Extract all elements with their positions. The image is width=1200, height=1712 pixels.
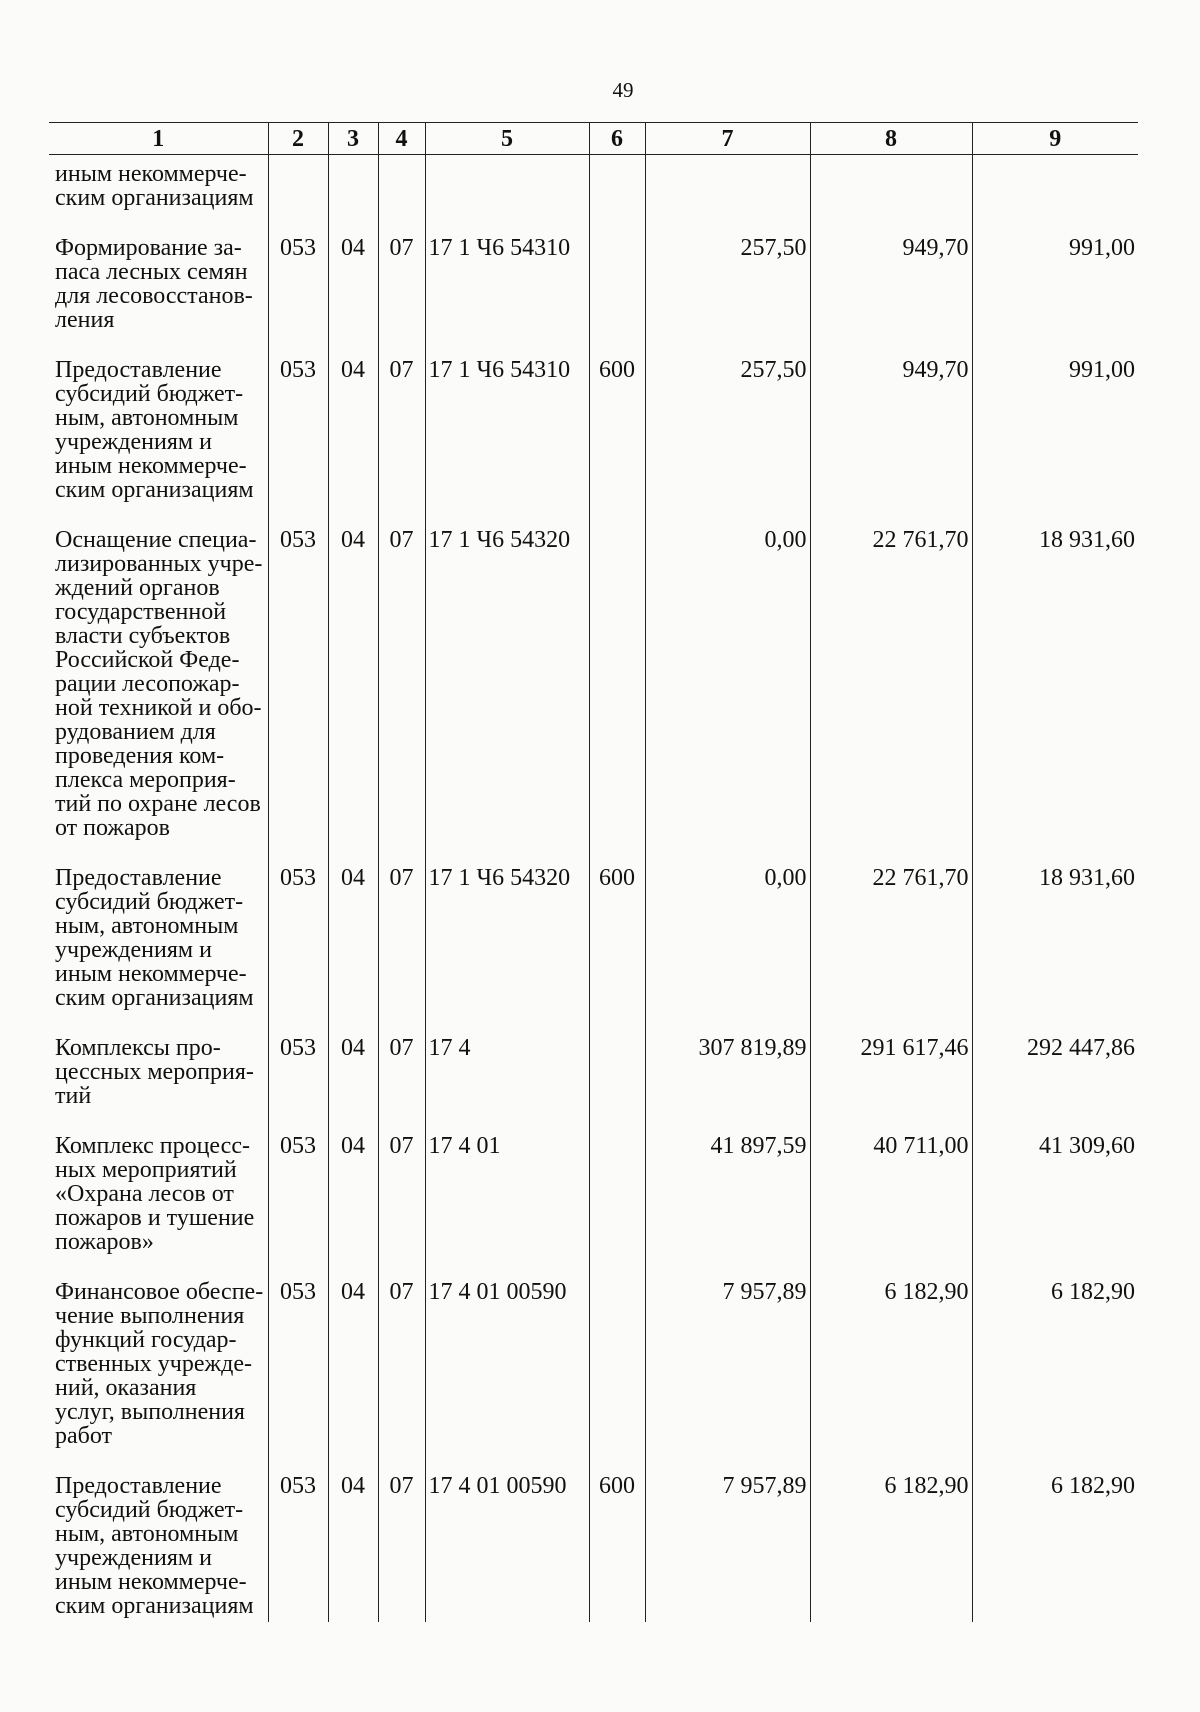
table-row xyxy=(49,155,1138,231)
cell-amount-col8: 22 761,70 xyxy=(810,860,972,1030)
cell-ministry-code: 053 xyxy=(268,352,328,522)
row-name: Финансовое обеспе- чение выполнения функций государ- ственных учрежде- ний, оказания услуг, выполнения работ xyxy=(55,1279,264,1449)
cell-target-article: 17 4 01 xyxy=(425,1128,589,1274)
cell-amount-col8: 949,70 xyxy=(810,230,972,352)
cell-amount-col9: 41 309,60 xyxy=(972,1128,1138,1274)
cell-amount-col7: 307 819,89 xyxy=(645,1030,810,1128)
cell-amount-col7: 7 957,89 xyxy=(645,1274,810,1468)
cell-amount-col7: 0,00 xyxy=(645,522,810,860)
table-row xyxy=(49,352,1138,522)
cell-amount-col7 xyxy=(645,155,810,231)
header-col-6: 6 xyxy=(589,123,645,155)
cell-target-article xyxy=(425,155,589,231)
table-row xyxy=(49,1468,1138,1622)
cell-amount-col7: 257,50 xyxy=(645,230,810,352)
cell-ministry-code: 053 xyxy=(268,522,328,860)
budget-table xyxy=(49,122,1138,1622)
cell-target-article: 17 1 Ч6 54310 xyxy=(425,230,589,352)
cell-amount-col8: 949,70 xyxy=(810,352,972,522)
cell-amount-col9 xyxy=(972,155,1138,231)
cell-expense-type xyxy=(589,1030,645,1128)
cell-ministry-code: 053 xyxy=(268,1128,328,1274)
header-col-3: 3 xyxy=(328,123,378,155)
header-col-7: 7 xyxy=(645,123,810,155)
cell-amount-col8: 6 182,90 xyxy=(810,1274,972,1468)
cell-amount-col8: 40 711,00 xyxy=(810,1128,972,1274)
header-col-8: 8 xyxy=(810,123,972,155)
cell-amount-col8: 22 761,70 xyxy=(810,522,972,860)
page-number: 49 xyxy=(612,78,634,102)
header-col-1: 1 xyxy=(49,123,268,155)
cell-target-article: 17 4 01 00590 xyxy=(425,1274,589,1468)
cell-subsection: 07 xyxy=(378,1468,425,1622)
cell-expense-type: 600 xyxy=(589,1468,645,1622)
row-name: Оснащение специа- лизированных учре- ждений органов государственной власти субъектов Российской Феде- рации лесопожар- ной техникой и обо- рудованием для проведения ком- плекса мероприя- тий по охране лесов от пожаров xyxy=(55,527,263,841)
table-row xyxy=(49,1030,1138,1128)
cell-expense-type xyxy=(589,230,645,352)
cell-expense-type: 600 xyxy=(589,352,645,522)
cell-amount-col8 xyxy=(810,155,972,231)
cell-section: 04 xyxy=(328,1030,378,1128)
cell-amount-col8: 6 182,90 xyxy=(810,1468,972,1622)
header-row xyxy=(49,123,1138,155)
header-col-4: 4 xyxy=(378,123,425,155)
cell-subsection: 07 xyxy=(378,1274,425,1468)
row-name: Формирование за- паса лесных семян для лесовосстанов- ления xyxy=(55,235,253,333)
table-row xyxy=(49,860,1138,1030)
cell-amount-col9: 6 182,90 xyxy=(972,1468,1138,1622)
cell-expense-type xyxy=(589,1128,645,1274)
cell-section xyxy=(328,155,378,231)
table-row xyxy=(49,1128,1138,1274)
header-col-9: 9 xyxy=(972,123,1138,155)
cell-amount-col9: 6 182,90 xyxy=(972,1274,1138,1468)
cell-section: 04 xyxy=(328,1128,378,1274)
cell-target-article: 17 1 Ч6 54310 xyxy=(425,352,589,522)
cell-ministry-code: 053 xyxy=(268,1030,328,1128)
row-name: Предоставление субсидий бюджет- ным, автономным учреждениям и иным некоммерче- ским организациям xyxy=(55,1473,254,1619)
cell-section: 04 xyxy=(328,522,378,860)
cell-target-article: 17 4 01 00590 xyxy=(425,1468,589,1622)
cell-subsection: 07 xyxy=(378,352,425,522)
cell-ministry-code: 053 xyxy=(268,1274,328,1468)
row-name: иным некоммерче- ским организациям xyxy=(55,161,254,211)
cell-subsection: 07 xyxy=(378,860,425,1030)
cell-ministry-code: 053 xyxy=(268,860,328,1030)
cell-ministry-code: 053 xyxy=(268,1468,328,1622)
cell-amount-col9: 991,00 xyxy=(972,352,1138,522)
cell-section: 04 xyxy=(328,860,378,1030)
table-row xyxy=(49,1274,1138,1468)
row-name: Комплекс процесс- ных мероприятий «Охрана лесов от пожаров и тушение пожаров» xyxy=(55,1133,255,1255)
cell-section: 04 xyxy=(328,352,378,522)
cell-section: 04 xyxy=(328,230,378,352)
cell-expense-type xyxy=(589,522,645,860)
row-name: Комплексы про- цессных мероприя- тий xyxy=(55,1035,254,1109)
table-row xyxy=(49,522,1138,860)
cell-expense-type: 600 xyxy=(589,860,645,1030)
cell-ministry-code xyxy=(268,155,328,231)
cell-target-article: 17 1 Ч6 54320 xyxy=(425,860,589,1030)
cell-target-article: 17 1 Ч6 54320 xyxy=(425,522,589,860)
table-row xyxy=(49,230,1138,352)
cell-amount-col7: 0,00 xyxy=(645,860,810,1030)
cell-amount-col9: 991,00 xyxy=(972,230,1138,352)
cell-subsection: 07 xyxy=(378,1030,425,1128)
cell-amount-col7: 7 957,89 xyxy=(645,1468,810,1622)
row-name: Предоставление субсидий бюджет- ным, автономным учреждениям и иным некоммерче- ским организациям xyxy=(55,357,254,503)
cell-amount-col9: 18 931,60 xyxy=(972,860,1138,1030)
cell-section: 04 xyxy=(328,1274,378,1468)
cell-subsection: 07 xyxy=(378,230,425,352)
cell-subsection: 07 xyxy=(378,522,425,860)
cell-expense-type xyxy=(589,155,645,231)
row-name: Предоставление субсидий бюджет- ным, автономным учреждениям и иным некоммерче- ским организациям xyxy=(55,865,254,1011)
header-col-2: 2 xyxy=(268,123,328,155)
cell-target-article: 17 4 xyxy=(425,1030,589,1128)
cell-amount-col7: 257,50 xyxy=(645,352,810,522)
cell-section: 04 xyxy=(328,1468,378,1622)
cell-subsection xyxy=(378,155,425,231)
cell-amount-col9: 18 931,60 xyxy=(972,522,1138,860)
cell-expense-type xyxy=(589,1274,645,1468)
cell-amount-col9: 292 447,86 xyxy=(972,1030,1138,1128)
cell-subsection: 07 xyxy=(378,1128,425,1274)
header-col-5: 5 xyxy=(425,123,589,155)
cell-amount-col7: 41 897,59 xyxy=(645,1128,810,1274)
cell-amount-col8: 291 617,46 xyxy=(810,1030,972,1128)
cell-ministry-code: 053 xyxy=(268,230,328,352)
